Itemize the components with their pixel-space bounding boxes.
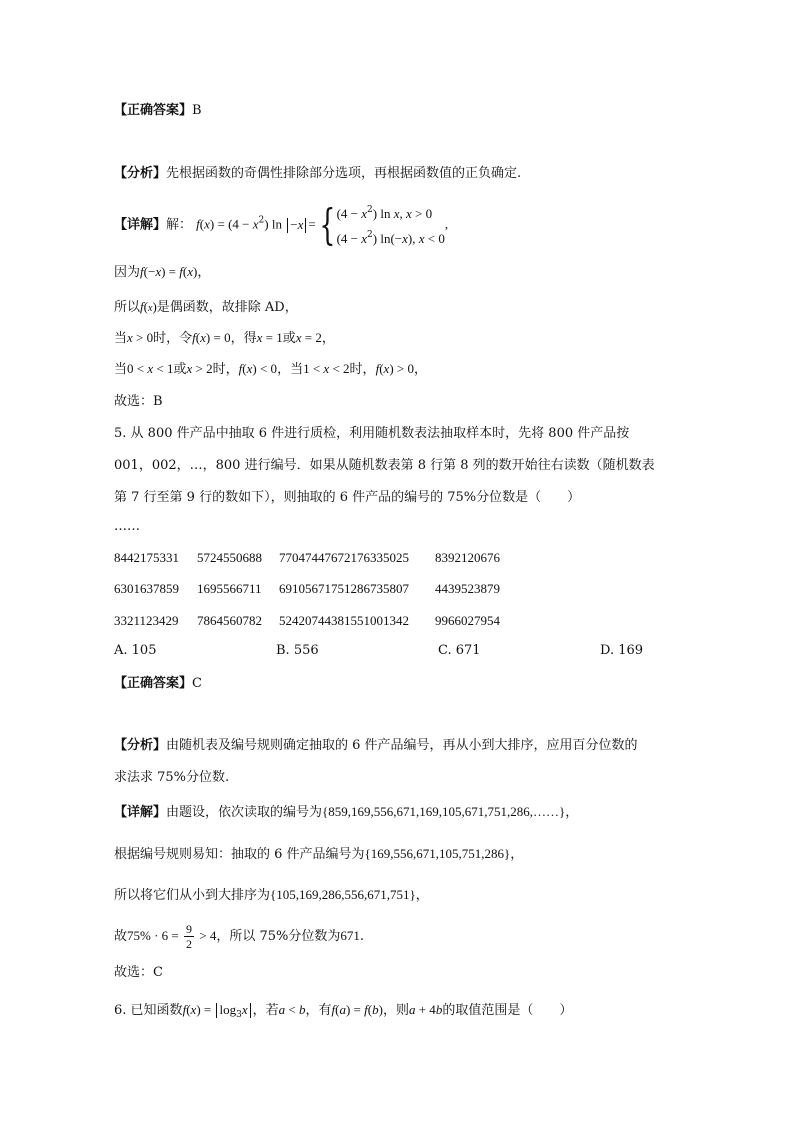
q5-analysis-line-1	[114, 737, 638, 755]
zero-c: ，得	[230, 331, 257, 346]
zero-d: 或	[282, 331, 296, 346]
detail-text: 故	[114, 929, 128, 944]
choice-prefix: 故选：	[114, 394, 154, 409]
q4-detail-line: 【详解】解： $f(x) = (4 - x^2)$ ln −x = { $(4 - x^2)$ ln x, x > 0 $(4 - x^2)$ ln(−x), x < 0 ,	[114, 200, 449, 249]
q5-stem-line-2	[114, 457, 655, 475]
detail-text: 根据编号规则易知：抽取的 6 件产品编号为	[114, 847, 365, 862]
detail-text: .	[359, 929, 365, 944]
analysis-text: 求法求 75%分位数.	[114, 770, 230, 785]
sign-e: 时，	[349, 362, 376, 377]
table-cell: 52420744381551001342	[279, 613, 409, 628]
detail-text: ，	[510, 847, 524, 862]
stem-text: ，则	[382, 1003, 409, 1018]
number-set: {105,169,286,556,671,751}	[270, 887, 416, 902]
sign-d: ，当	[277, 362, 304, 377]
option-a: A. 105	[114, 643, 157, 658]
q6-stem-line: 6. 已知函数$f(x) = \log_3x$ ，若a < b，有f(a) = f(b)，则a + 4b的取值范围是（ ）	[114, 1002, 573, 1020]
table-cell: 3321123429	[114, 613, 179, 628]
because-prefix: 因为	[114, 265, 141, 280]
q5-detail-line-3	[114, 886, 429, 905]
option-b: B. 556	[276, 643, 319, 658]
stem-text: ，若	[252, 1003, 279, 1018]
answer-value: B	[192, 103, 202, 118]
stem-text: 的取值范围是（ ）	[442, 1003, 573, 1018]
even-suffix: 是偶函数，故排除 AD，	[156, 300, 298, 315]
detail-lead: 解：	[166, 217, 193, 233]
q5-detail-line-2	[114, 845, 523, 864]
q5-choice-line	[114, 964, 163, 982]
choice-value: B	[153, 394, 163, 409]
analysis-text: 先根据函数的奇偶性排除部分选项，再根据函数值的正负确定.	[166, 166, 522, 181]
table-cell: 5724550688	[197, 550, 262, 565]
q4-sign-line: 当0 < x < 1或x > 2时，f(x) < 0，当1 < x < 2时，f(x) > 0，	[114, 361, 427, 377]
detail-tag: 【详解】	[114, 217, 167, 233]
table-cell: 8392120676	[435, 550, 500, 565]
q4-even-line: 所以f(x)是偶函数，故排除 AD，	[114, 299, 298, 315]
detail-tag: 【详解】	[114, 805, 167, 820]
stem-text: 从 800 件产品中抽取 6 件进行质检，利用随机数表法抽取样本时，先将 800 件产品按	[130, 426, 630, 441]
zero-a: 当	[114, 331, 128, 346]
answer-tag: 【正确答案】	[114, 103, 193, 118]
q5-stem-line-1	[114, 425, 629, 443]
table-cell: 8442175331	[114, 550, 179, 565]
zero-b: 时，令	[153, 331, 193, 346]
question-number: 5.	[114, 426, 127, 441]
analysis-tag: 【分析】	[114, 738, 167, 753]
q4-analysis-line	[114, 165, 521, 183]
detail-text: ，	[565, 805, 579, 820]
percentile-value: 671	[340, 928, 360, 943]
table-cell: 7864560782	[197, 613, 262, 628]
stem-text: ，有	[305, 1003, 332, 1018]
detail-text: ，	[415, 888, 429, 903]
even-prefix: 所以	[114, 300, 141, 315]
table-cell: 4439523879	[435, 581, 500, 596]
table-cell: 77047447672176335025	[279, 550, 409, 565]
table-cell: 9966027954	[435, 613, 500, 628]
question-number: 6.	[114, 1003, 127, 1018]
table-cell: 6301637859	[114, 581, 179, 596]
analysis-text: 由随机表及编号规则确定抽取的 6 件产品编号，再从小到大排序，应用百分位数的	[166, 738, 638, 753]
table-cell: 69105671751286735807	[279, 581, 409, 596]
q4-choice-line	[114, 393, 163, 411]
detail-text: ，所以 75%分位数为	[216, 929, 341, 944]
option-c: C. 671	[438, 643, 481, 658]
function-definition: f	[196, 216, 200, 232]
q5-detail-line-4: 故75% · 6 = $\frac{9}{2}$ > 4，所以 75%分位数为671.	[114, 922, 365, 951]
sign-a: 当	[114, 362, 128, 377]
stem-text: 已知函数	[130, 1003, 183, 1018]
analysis-tag: 【分析】	[114, 166, 167, 181]
q4-zero-line: 当x > 0时，令f(x) = 0，得x = 1或x = 2，	[114, 330, 335, 346]
option-d: D. 169	[600, 643, 644, 658]
stem-text: 001，002，…，800 进行编号．如果从随机数表第 8 行第 8 列的数开始往右读数（随机数表	[114, 458, 655, 473]
answer-value: C	[192, 676, 202, 691]
stem-text: 第 7 行至第 9 行的数如下），则抽取的 6 件产品的编号的 75%分位数是（ ）	[114, 490, 581, 505]
q5-detail-line-1	[114, 803, 578, 822]
sign-c: 时，	[212, 362, 239, 377]
piecewise-cases: { $(4 - x^2)$ ln x, x > 0 $(4 - x^2)$ ln(−x), x < 0	[319, 200, 445, 249]
q4-because-line: 因为f(−x) = f(x)，	[114, 264, 211, 280]
ellipsis-text: ……	[114, 519, 140, 534]
number-set: {859,169,556,671,169,105,671,751,286,……}	[322, 804, 566, 819]
table-cell: 1695566711	[197, 581, 262, 596]
number-set: {169,556,671,105,751,286}	[364, 846, 511, 861]
choice-prefix: 故选：	[114, 965, 154, 980]
q5-ellipsis	[114, 518, 140, 536]
choice-value: C	[153, 965, 163, 980]
fraction-nine-halves: $\frac{9}{2}$	[186, 922, 193, 951]
q4-answer-line	[114, 102, 202, 120]
detail-text: 由题设，依次读取的编号为	[166, 805, 323, 820]
q5-answer-line	[114, 675, 202, 693]
sign-b: 或	[173, 362, 187, 377]
detail-text: 所以将它们从小到大排序为	[114, 888, 271, 903]
q5-analysis-line-2	[114, 769, 229, 787]
answer-tag: 【正确答案】	[114, 676, 193, 691]
q5-stem-line-3	[114, 489, 580, 507]
